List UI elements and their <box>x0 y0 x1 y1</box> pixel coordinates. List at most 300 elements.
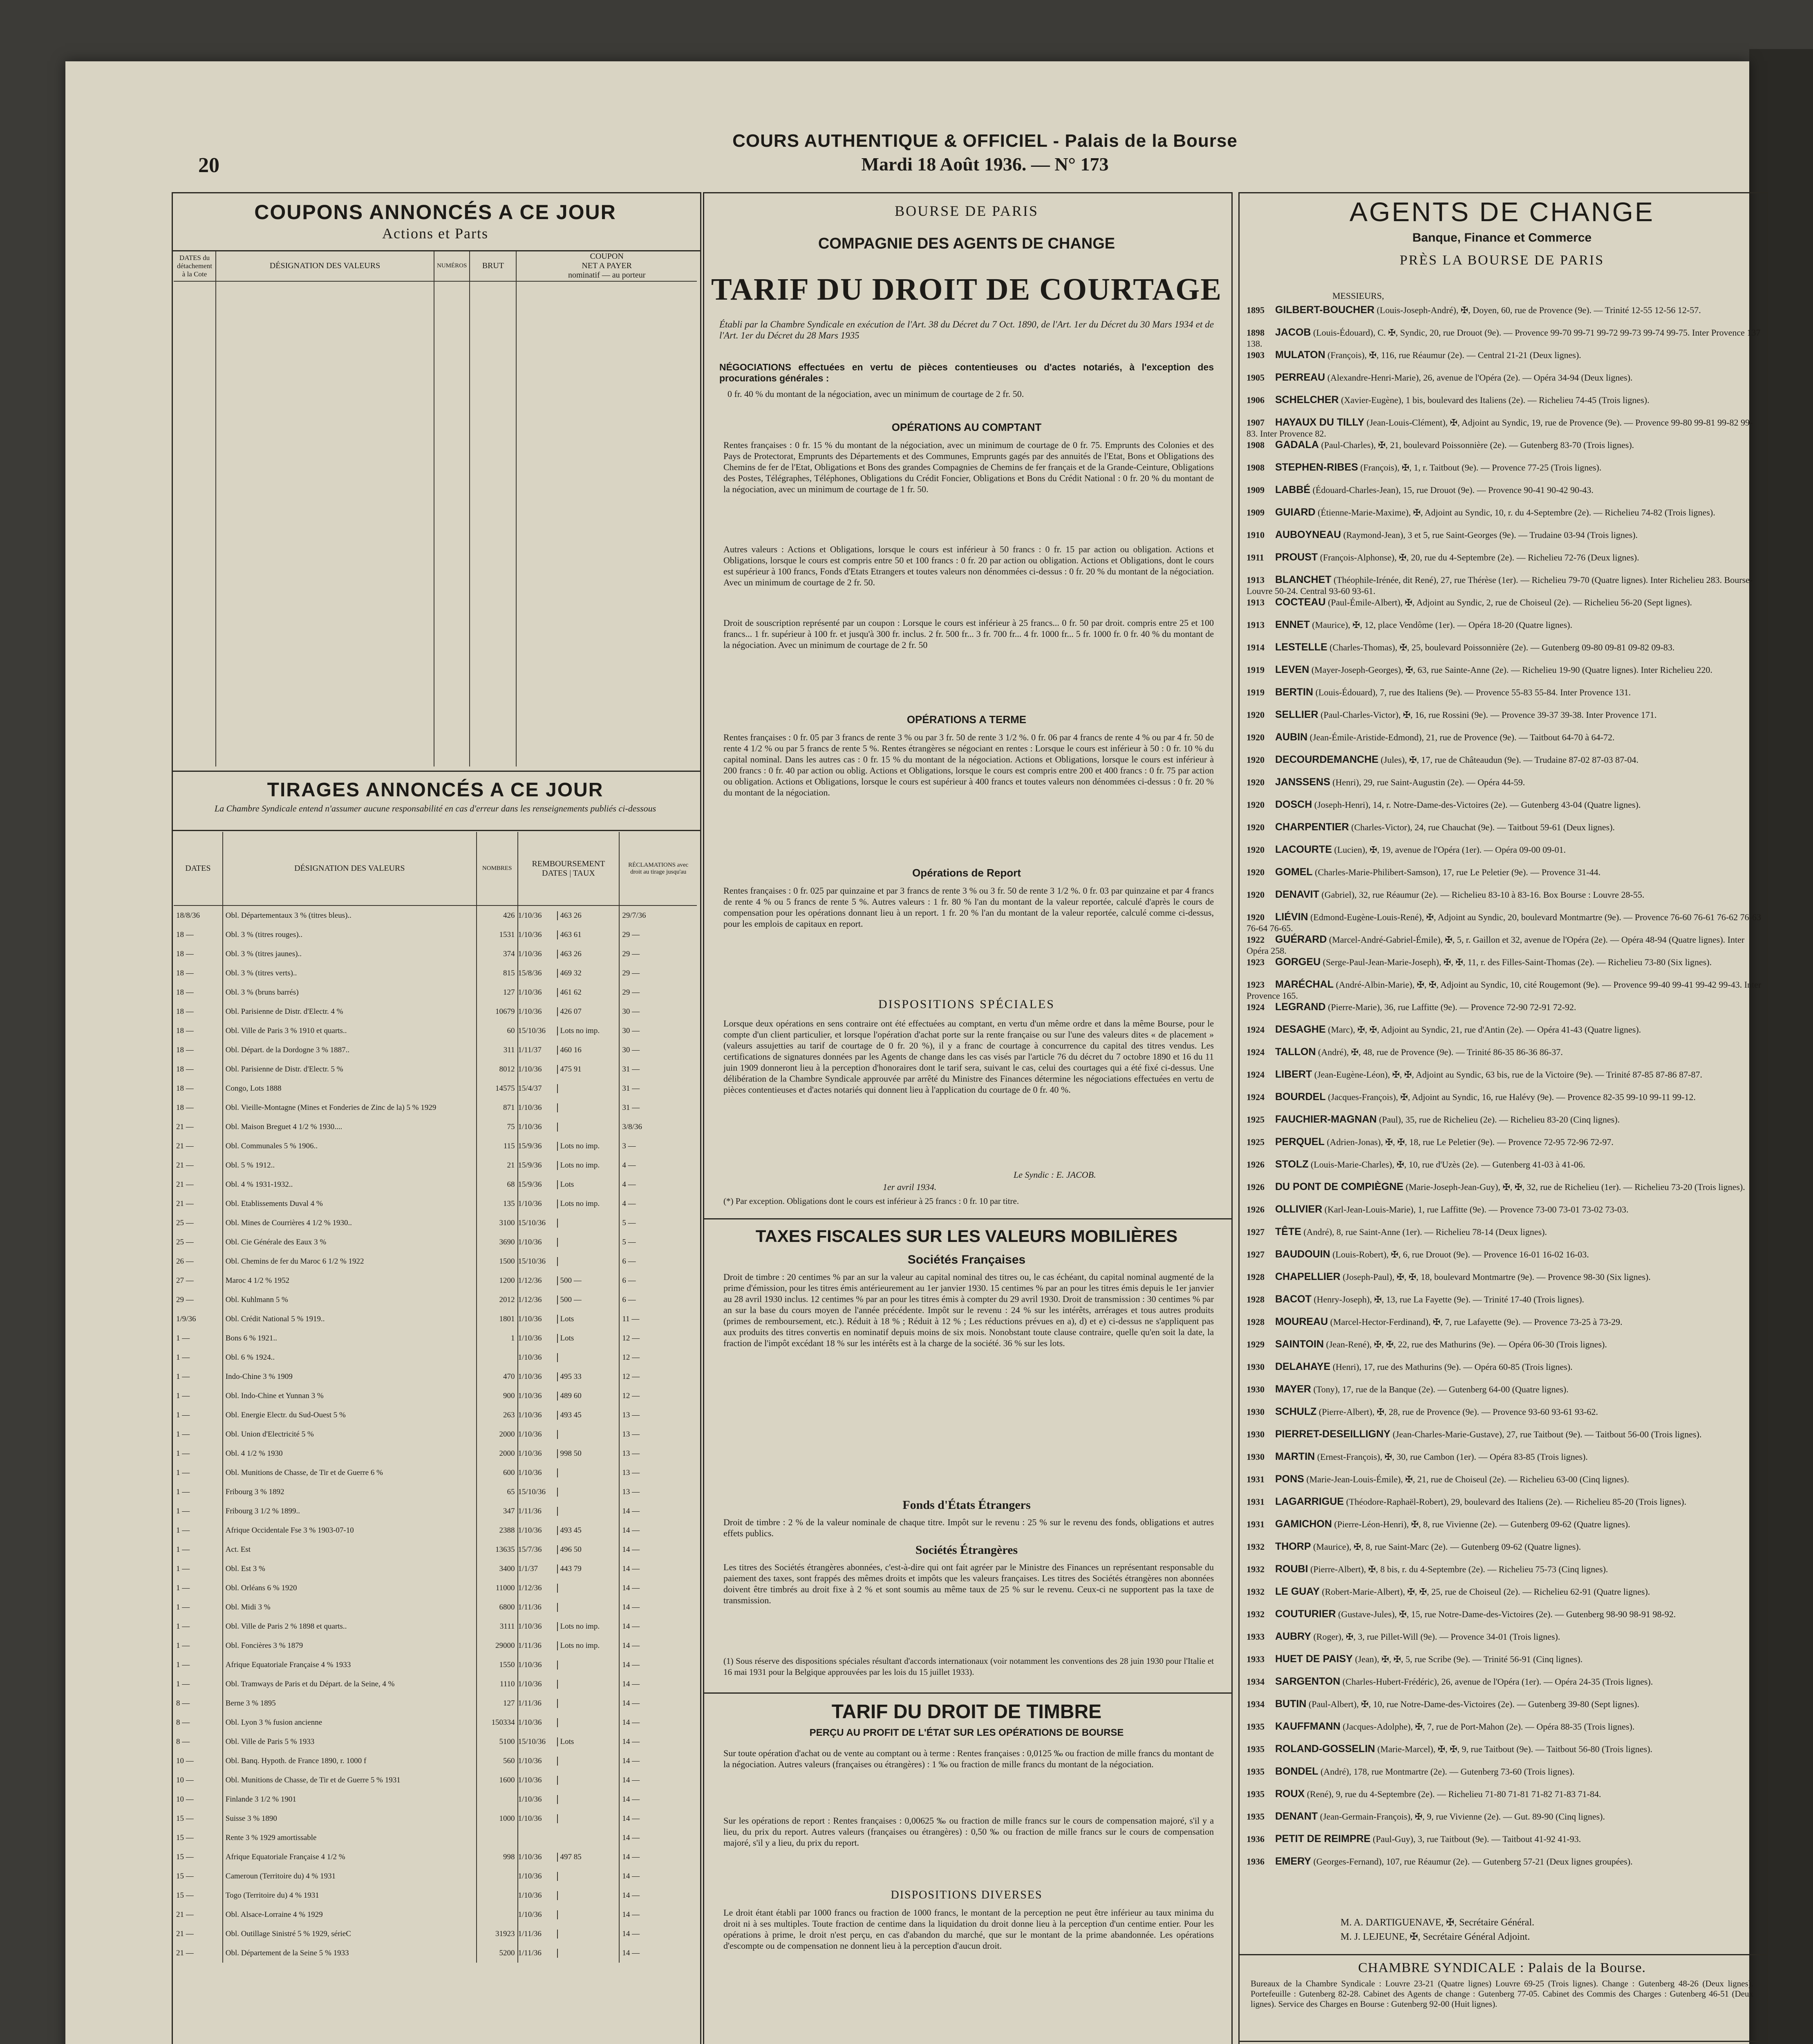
table-row <box>174 1156 697 1175</box>
agent-entry <box>1247 1361 1762 1372</box>
row-remboursement <box>518 1175 620 1194</box>
agent-details: (Maurice), ✠, 12, place Vendôme (1er). — Opéra 18-20 (Quatre lignes). <box>1309 620 1573 630</box>
row-reclamation: 14 — <box>619 1867 697 1886</box>
row-remb-date: 15/9/36 <box>518 1161 542 1170</box>
row-designation: Cameroun (Territoire du) 4 % 1931 <box>223 1867 477 1886</box>
row-remboursement <box>518 1655 620 1674</box>
agent-name: EMERY <box>1275 1856 1311 1867</box>
row-date: 1 — <box>176 1334 190 1342</box>
row-nombre: 1110 <box>477 1674 518 1694</box>
agent-entry <box>1247 1519 1762 1530</box>
row-date: 1 — <box>176 1506 190 1515</box>
row-designation: Obl. Chemins de fer du Maroc 6 1/2 % 1922 <box>223 1252 477 1271</box>
courtage-intro: Établi par la Chambre Syndicale en exécution de l'Art. 38 du Décret du 7 Oct. 1890, de l'Art. 1er du Décret du 30 Mars 1934 et de l'Art. 1er du Décret du 28 Mars 1935 <box>719 319 1214 341</box>
agent-name: MULATON <box>1275 349 1325 361</box>
divider <box>172 771 700 772</box>
row-taux <box>557 1430 560 1439</box>
timbre-dispo-heading: DISPOSITIONS DIVERSES <box>891 1889 1043 1901</box>
row-taux <box>557 1776 560 1785</box>
row-nombre: 815 <box>477 964 518 983</box>
agent-year: 1913 <box>1247 575 1265 585</box>
table-row <box>174 1367 697 1386</box>
row-designation: Obl. Ville de Paris 2 % 1898 et quarts.. <box>223 1617 477 1636</box>
agent-year: 1934 <box>1247 1676 1265 1687</box>
row-taux: 500 — <box>557 1295 582 1304</box>
row-date: 1 — <box>176 1583 190 1592</box>
row-nombre: 560 <box>477 1751 518 1771</box>
agent-entry <box>1247 417 1762 439</box>
agent-entry <box>1247 1744 1762 1755</box>
agent-details: (Jean-René), ✠, ✠, 22, rue des Mathurins (9e). — Opéra 06-30 (Trois lignes). <box>1324 1339 1607 1349</box>
row-designation: Fribourg 3 % 1892 <box>223 1482 477 1502</box>
row-nombre: 31923 <box>477 1924 518 1943</box>
taxes-etats-heading: Fonds d'États Étrangers <box>902 1498 1031 1512</box>
row-designation: Obl. Tramways de Paris et du Départ. de la Seine, 4 % <box>223 1674 477 1694</box>
row-remb-date: 1/10/36 <box>518 1314 542 1323</box>
row-reclamation: 3 — <box>619 1136 697 1156</box>
row-date: 21 — <box>176 1910 194 1919</box>
row-remb-date: 1/10/36 <box>518 1372 542 1381</box>
table-row <box>174 1329 697 1348</box>
agent-name: PONS <box>1275 1473 1304 1485</box>
agent-details: (Jacques-François), ✠, Adjoint au Syndic, 16, rue Halévy (9e). — Provence 82-35 99-10 99-11 99-12. <box>1325 1092 1696 1102</box>
agent-year: 1895 <box>1247 305 1265 315</box>
agent-name: SARGENTON <box>1275 1676 1341 1687</box>
row-date: 25 — <box>176 1237 194 1246</box>
agent-details: (Paul-Charles), ✠, 21, boulevard Poissonnière (2e). — Gutenberg 83-70 (Trois lignes). <box>1318 440 1634 450</box>
row-taux: 496 50 <box>557 1545 582 1554</box>
row-nombre: 3400 <box>477 1559 518 1578</box>
row-remb-date: 1/10/36 <box>518 1660 542 1669</box>
agent-entry <box>1247 709 1762 720</box>
agent-year: 1931 <box>1247 1519 1265 1529</box>
row-date: 18 — <box>176 1045 194 1054</box>
row-designation: Obl. Mines de Courrières 4 1/2 % 1930.. <box>223 1213 477 1233</box>
agent-entry <box>1247 1676 1762 1687</box>
row-taux: 463 26 <box>557 911 582 920</box>
table-row <box>174 1655 697 1674</box>
row-designation: Obl. Munitions de Chasse, de Tir et de Guerre 5 % 1931 <box>223 1771 477 1790</box>
row-designation: Obl. Parisienne de Distr. d'Electr. 5 % <box>223 1060 477 1079</box>
agent-entry <box>1247 844 1762 855</box>
row-remb-date: 1/10/36 <box>518 949 542 958</box>
row-designation: Maroc 4 1/2 % 1952 <box>223 1271 477 1290</box>
agent-year: 1930 <box>1247 1407 1265 1417</box>
row-date: 1 — <box>176 1487 190 1496</box>
agents-subtitle: Banque, Finance et Commerce <box>1412 231 1592 244</box>
tirages-col-reclamation: RÉCLAMATIONS avec droit au tirage jusqu'au <box>619 832 697 905</box>
agent-name: LIBERT <box>1275 1069 1312 1080</box>
row-remboursement <box>518 1136 620 1156</box>
row-taux: 497 85 <box>557 1853 582 1862</box>
row-reclamation: 6 — <box>619 1290 697 1309</box>
row-nombre <box>477 1828 518 1847</box>
agent-entry <box>1247 1833 1762 1845</box>
row-taux <box>557 1488 560 1497</box>
agent-name: AUBOYNEAU <box>1275 529 1341 540</box>
table-row <box>174 905 697 925</box>
row-designation: Obl. Départementaux 3 % (titres bleus).. <box>223 905 477 925</box>
table-row <box>174 1136 697 1156</box>
coupons-table <box>174 251 697 766</box>
agent-entry <box>1247 597 1762 608</box>
agent-name: HUET DE PAISY <box>1275 1653 1353 1665</box>
agent-details: (Marie-Jean-Louis-Émile), ✠, 21, rue de Choiseul (2e). — Richelieu 63-00 (Cinq lignes). <box>1304 1474 1629 1484</box>
row-taux: 489 60 <box>557 1392 582 1401</box>
agent-details: (François), ✠, 116, rue Réaumur (2e). — Central 21-21 (Deux lignes). <box>1325 350 1581 360</box>
taxes-etats-text: Droit de timbre : 2 % de la valeur nominale de chaque titre. Impôt sur le revenu : 25 % sur le revenu des fonds, obligations et autres effets publics. <box>723 1517 1214 1538</box>
agent-entry <box>1247 1586 1762 1597</box>
row-nombre: 150334 <box>477 1713 518 1732</box>
row-reclamation: 5 — <box>619 1233 697 1252</box>
agent-year: 1920 <box>1247 732 1265 742</box>
agent-entry <box>1247 687 1762 698</box>
courtage-signature: Le Syndic : E. JACOB. <box>1014 1170 1096 1180</box>
row-remb-date: 1/10/36 <box>518 1852 542 1861</box>
agent-details: (Étienne-Marie-Maxime), ✠, Adjoint au Syndic, 10, r. du 4-Septembre (2e). — Richelieu 74-82 (Trois lignes). <box>1315 507 1715 518</box>
agent-year: 1929 <box>1247 1339 1265 1349</box>
agent-details: (Alexandre-Henri-Marie), 26, avenue de l'Opéra (2e). — Opéra 34-94 (Deux lignes). <box>1325 372 1633 383</box>
agent-name: STOLZ <box>1275 1159 1309 1170</box>
coupons-col-net: NET A PAYER <box>582 261 632 271</box>
row-remboursement <box>518 964 620 983</box>
row-remb-date: 1/10/36 <box>518 1622 542 1631</box>
agent-year: 1908 <box>1247 440 1265 450</box>
row-reclamation: 30 — <box>619 1002 697 1021</box>
row-remboursement <box>518 1751 620 1771</box>
divider <box>1238 2041 1767 2042</box>
agent-name: ENNET <box>1275 619 1310 630</box>
agent-year: 1911 <box>1247 552 1264 563</box>
row-nombre: 5200 <box>477 1943 518 1963</box>
row-taux: 500 — <box>557 1276 582 1285</box>
row-designation: Obl. Lyon 3 % fusion ancienne <box>223 1713 477 1732</box>
agent-details: (André), ✠, 48, rue de Provence (9e). — Trinité 86-35 86-36 86-37. <box>1316 1047 1563 1057</box>
row-remb-date: 1/10/36 <box>518 1814 542 1823</box>
table-row <box>174 1559 697 1578</box>
agent-name: OLLIVIER <box>1275 1204 1323 1215</box>
row-nombre <box>477 1790 518 1809</box>
table-row <box>174 1002 697 1021</box>
row-nombre: 1200 <box>477 1271 518 1290</box>
divider <box>703 1218 1231 1219</box>
row-date: 1 — <box>176 1430 190 1439</box>
row-nombre: 3690 <box>477 1233 518 1252</box>
agent-name: CHARPENTIER <box>1275 821 1349 833</box>
agent-entry <box>1247 462 1762 473</box>
agent-name: GADALA <box>1275 439 1319 450</box>
row-remb-date: 1/10/36 <box>518 1007 542 1016</box>
row-remb-date: 1/11/36 <box>518 1948 542 1957</box>
row-remb-date: 15/10/36 <box>518 1487 546 1496</box>
agent-details: (Tony), 17, rue de la Banque (2e). — Gutenberg 64-00 (Quatre lignes). <box>1311 1384 1569 1394</box>
row-designation: Fribourg 3 1/2 % 1899.. <box>223 1502 477 1521</box>
row-designation: Obl. 3 % (titres jaunes).. <box>223 944 477 964</box>
row-nombre <box>477 1905 518 1924</box>
agent-year: 1935 <box>1247 1789 1265 1799</box>
row-reclamation: 14 — <box>619 1790 697 1809</box>
agent-details: (Charles-Victor), 24, rue Chauchat (9e). — Taitbout 59-61 (Deux lignes). <box>1349 822 1615 832</box>
agent-year: 1935 <box>1247 1744 1265 1754</box>
row-remb-date: 1/11/36 <box>518 1929 542 1938</box>
row-remb-date: 15/4/37 <box>518 1084 542 1093</box>
row-remb-date: 1/11/36 <box>518 1506 542 1515</box>
agent-entry <box>1247 619 1762 630</box>
row-designation: Obl. 3 % (bruns barrés) <box>223 983 477 1002</box>
tirages-note: La Chambre Syndicale entend n'assumer aucune responsabilité en cas d'erreur dans les renseignements publiés ci-dessous <box>214 803 656 814</box>
row-reclamation: 13 — <box>619 1463 697 1482</box>
row-date: 1 — <box>176 1468 190 1477</box>
agent-details: (Ernest-François), ✠, 30, rue Cambon (1er). — Opéra 83-85 (Trois lignes). <box>1315 1452 1588 1462</box>
agent-entry <box>1247 1721 1762 1732</box>
row-reclamation: 31 — <box>619 1098 697 1117</box>
row-reclamation: 29/7/36 <box>619 905 697 925</box>
row-reclamation: 14 — <box>619 1713 697 1732</box>
table-row <box>174 1079 697 1098</box>
agent-entry <box>1247 1271 1762 1282</box>
row-nombre: 65 <box>477 1482 518 1502</box>
row-designation: Obl. Ville de Paris 3 % 1910 et quarts.. <box>223 1021 477 1040</box>
row-remboursement <box>518 1559 620 1578</box>
row-reclamation: 31 — <box>619 1079 697 1098</box>
row-reclamation: 14 — <box>619 1578 697 1598</box>
agent-year: 1920 <box>1247 890 1265 900</box>
agent-name: GOMEL <box>1275 866 1313 878</box>
row-remb-date: 1/10/36 <box>518 1891 542 1900</box>
agent-name: SCHELCHER <box>1275 394 1339 406</box>
agent-details: (Pierre-Albert), ✠, 8 bis, r. du 4-Septembre (2e). — Richelieu 75-73 (Cinq lignes). <box>1308 1564 1608 1574</box>
agent-details: (Charles-Thomas), ✠, 25, boulevard Poissonnière (2e). — Gutenberg 09-80 09-81 09-82 09-83. <box>1327 642 1675 652</box>
row-remboursement <box>518 1233 620 1252</box>
row-reclamation: 4 — <box>619 1156 697 1175</box>
timbre-report-text: Sur les opérations de report : Rentes françaises : 0,00625 ‰ ou fraction de mille francs sur le cours de compensation majoré, s'il y a lieu, du prix du report. Autres valeurs (françaises ou étrangères) : 0,50 ‰ ou fraction de mille francs sur le cours de compensation majoré, s'il y a lieu, du prix du report. <box>723 1815 1214 1848</box>
row-remb-date: 1/10/36 <box>518 1871 542 1880</box>
agent-year: 1924 <box>1247 1092 1265 1102</box>
chambre-text: Bureaux de la Chambre Syndicale : Louvre 23-21 (Quatre lignes) Louvre 69-25 (Trois lignes). Change : Gutenberg 48-26 (Deux lignes). Portefeuille : Gutenberg 82-28. Cabinet des Agents de change : Gutenberg 77-05. Cabinet des Commis des Charges : Gutenberg 46-51 (Deux lignes). Service des Charges en Bourse : Gutenberg 92-00 (Huit lignes). <box>1251 1979 1753 2009</box>
coupons-title: COUPONS ANNONCÉS A CE JOUR <box>254 201 616 224</box>
agent-year: 1933 <box>1247 1632 1265 1642</box>
table-row <box>174 1828 697 1847</box>
row-date: 1 — <box>176 1372 190 1381</box>
row-nombre: 998 <box>477 1847 518 1867</box>
row-taux: Lots no imp. <box>557 1161 600 1170</box>
row-designation: Obl. Foncières 3 % 1879 <box>223 1636 477 1655</box>
row-taux <box>557 1353 560 1362</box>
row-designation: Obl. Alsace-Lorraine 4 % 1929 <box>223 1905 477 1924</box>
table-row <box>174 1905 697 1924</box>
row-remboursement <box>518 1482 620 1502</box>
agent-details: (Serge-Paul-Jean-Marie-Joseph), ✠, ✠, 11, r. des Filles-Saint-Thomas (2e). — Richelieu 73-80 (Six lignes). <box>1321 957 1712 967</box>
taxes-francaises-text: Droit de timbre : 20 centimes % par an sur la valeur au capital nominal des titres ou, le cas échéant, du capital nominal augmenté de la prime d'émission, pour les titres émis antérieurement au 1er janvier 1930. 15 centimes % par an pour les titres émis depuis le 1er janvier au 28 avril 1930 inclus. 12 centimes % par an pour les titres émis à compter du 29 avril 1930. Droit de transmission : 30 centimes % par an sur la base du cours moyen de l'année précédente. Impôt sur le revenu : 24 % sur les intérêts, arrérages et tous autres produits (primes de remboursement, etc.). Réduit à 18 % ; Réduit à 12 % ; Les réductions prévues en a), d) et e) ci-dessus ne s'appliquent pas aux produits des titres convertis en nominatif depuis moins de six mois. Nonobstant toute clause contraire, quelle qu'en soit la date, la fraction de l'impôt excédant 18 % sur les intérêts est à la charge de la société. 36 % sur les lots. <box>723 1272 1214 1348</box>
coupons-col-designation: DÉSIGNATION DES VALEURS <box>216 251 434 281</box>
row-date: 1 — <box>176 1602 190 1611</box>
taxes-title: TAXES FISCALES SUR LES VALEURS MOBILIÈRES <box>755 1226 1178 1246</box>
row-designation: Suisse 3 % 1890 <box>223 1809 477 1828</box>
agent-name: LAGARRIGUE <box>1275 1496 1344 1507</box>
row-date: 18 — <box>176 1103 194 1112</box>
agent-year: 1914 <box>1247 642 1265 652</box>
row-remb-date: 1/10/36 <box>518 1775 542 1784</box>
row-date: 10 — <box>176 1775 194 1784</box>
agent-entry <box>1247 1496 1762 1507</box>
row-remb-date: 15/10/36 <box>518 1257 546 1266</box>
agent-entry <box>1247 1699 1762 1710</box>
row-remb-date: 1/12/36 <box>518 1276 542 1285</box>
tirages-col-nombres: NOMBRES <box>477 832 518 905</box>
row-remb-date: 1/10/36 <box>518 1103 542 1112</box>
agent-name: PROUST <box>1275 551 1318 563</box>
row-date: 26 — <box>176 1257 194 1266</box>
agent-name: BUTIN <box>1275 1698 1307 1710</box>
agent-entry <box>1247 439 1762 450</box>
row-taux: 426 07 <box>557 1007 582 1016</box>
row-date: 1 — <box>176 1545 190 1554</box>
agent-name: BAUDOUIN <box>1275 1248 1330 1260</box>
row-reclamation: 14 — <box>619 1617 697 1636</box>
row-remb-date: 1/1/37 <box>518 1564 538 1573</box>
row-taux: 463 61 <box>557 930 582 939</box>
row-nombre: 75 <box>477 1117 518 1136</box>
row-reclamation: 12 — <box>619 1367 697 1386</box>
agent-details: (Roger), ✠, 3, rue Pillet-Will (9e). — Provence 34-01 (Trois lignes). <box>1311 1632 1560 1642</box>
row-reclamation: 13 — <box>619 1444 697 1463</box>
agent-details: (Joseph-Henri), 14, r. Notre-Dame-des-Victoires (2e). — Gutenberg 43-04 (Quatre lignes). <box>1312 800 1641 810</box>
agent-entry <box>1247 350 1762 361</box>
agent-name: KAUFFMANN <box>1275 1721 1341 1732</box>
row-taux: Lots <box>557 1315 574 1324</box>
row-nombre: 10679 <box>477 1002 518 1021</box>
row-reclamation: 29 — <box>619 925 697 944</box>
row-designation: Bons 6 % 1921.. <box>223 1329 477 1348</box>
agent-entry <box>1247 1024 1762 1035</box>
row-remb-date: 1/10/36 <box>518 1065 542 1074</box>
row-remb-date: 15/8/36 <box>518 968 542 977</box>
row-nombre: 13635 <box>477 1540 518 1559</box>
row-taux <box>557 1584 560 1593</box>
agent-entry <box>1247 1294 1762 1305</box>
row-taux: 443 79 <box>557 1564 582 1573</box>
agent-name: HAYAUX DU TILLY <box>1275 417 1365 428</box>
row-remb-date: 1/10/36 <box>518 1679 542 1688</box>
courtage-terme-text: Rentes françaises : 0 fr. 05 par 3 francs de rente 3 % ou par 3 fr. 50 de rente 3 1/2 %. 0 fr. 06 par 4 francs de rente 4 % ou par 4 fr. 50 de rente 4 1/2 % ou par 5 francs de rente 5 %. Rentes étrangères se négociant en rentes : Lorsque le cours est inférieur à 50 : 0 fr. 10 % du capital nominal. Dans les autres cas : 0 fr. 15 % du montant de la négociation. Actions et Obligations, lorsque le cours est inférieur à 200 francs : 0 fr. 40 par action ou oblig. Actions et Obligations, lorsque le cours est compris entre 200 et 400 francs : 0 fr. 75 par action ou obligation. Actions et Obligations, lorsque le cours est supérieur à 400 francs et toutes valeurs non dénommées ci-dessus : 0 fr. 20 % du montant de la négociation. <box>723 732 1214 798</box>
row-designation: Berne 3 % 1895 <box>223 1694 477 1713</box>
table-row <box>174 1847 697 1867</box>
row-taux: 460 16 <box>557 1046 582 1055</box>
row-nombre: 470 <box>477 1367 518 1386</box>
agent-details: (Henri), 17, rue des Mathurins (9e). — Opéra 60-85 (Trois lignes). <box>1330 1362 1573 1372</box>
row-reclamation: 12 — <box>619 1348 697 1367</box>
row-taux <box>557 1891 560 1900</box>
row-date: 8 — <box>176 1737 190 1746</box>
agent-year: 1926 <box>1247 1159 1265 1170</box>
agent-year: 1910 <box>1247 530 1265 540</box>
agent-entry <box>1247 754 1762 765</box>
agent-details: (Georges-Fernand), 107, rue Réaumur (2e). — Gutenberg 57-21 (Deux lignes groupées). <box>1311 1856 1633 1867</box>
row-remboursement <box>518 1521 620 1540</box>
row-taux <box>557 1603 560 1612</box>
row-nombre: 60 <box>477 1021 518 1040</box>
agent-year: 1936 <box>1247 1856 1265 1867</box>
row-reclamation: 14 — <box>619 1771 697 1790</box>
row-remb-date: 1/10/36 <box>518 1795 542 1804</box>
agent-name: MARTIN <box>1275 1451 1315 1462</box>
row-remb-date: 1/11/36 <box>518 1699 542 1708</box>
agent-entry <box>1247 1609 1762 1620</box>
agent-entry <box>1247 484 1762 495</box>
row-designation: Obl. Union d'Electricité 5 % <box>223 1425 477 1444</box>
row-remboursement <box>518 1924 620 1943</box>
agent-year: 1920 <box>1247 710 1265 720</box>
row-nombre <box>477 1867 518 1886</box>
agent-year: 1923 <box>1247 979 1265 990</box>
agent-details: (Gabriel), 32, rue Réaumur (2e). — Richelieu 83-10 à 83-16. Box Bourse : Louvre 28-55. <box>1319 890 1645 900</box>
row-reclamation: 14 — <box>619 1559 697 1578</box>
table-row <box>174 925 697 944</box>
agent-details: (Marcel-André-Gabriel-Émile), ✠, 5, r. Gaillon et 32, avenue de l'Opéra (2e). — Opéra 48-94 (Quatre lignes). Inter Opéra 258. <box>1247 935 1745 956</box>
table-row <box>174 1578 697 1598</box>
tirages-col-remboursement: REMBOURSEMENT DATES | TAUX <box>518 832 620 905</box>
row-reclamation: 14 — <box>619 1905 697 1924</box>
row-remb-date: 1/10/36 <box>518 1910 542 1919</box>
row-taux <box>557 1103 560 1112</box>
row-date: 18 — <box>176 988 194 997</box>
row-nombre: 29000 <box>477 1636 518 1655</box>
row-designation: Obl. Etablissements Duval 4 % <box>223 1194 477 1213</box>
coupons-col-coupon-label: COUPON <box>590 252 624 261</box>
row-taux: 495 33 <box>557 1372 582 1381</box>
row-remb-date: 1/10/36 <box>518 1718 542 1727</box>
row-remboursement <box>518 1694 620 1713</box>
row-nombre: 1550 <box>477 1655 518 1674</box>
agent-name: DOSCH <box>1275 799 1312 810</box>
agent-year: 1920 <box>1247 800 1265 810</box>
table-row <box>174 1713 697 1732</box>
agent-entry <box>1247 1339 1762 1350</box>
table-row <box>174 1732 697 1751</box>
agent-name: AUBIN <box>1275 731 1308 743</box>
row-remboursement <box>518 1847 620 1867</box>
row-designation: Obl. Ville de Paris 5 % 1933 <box>223 1732 477 1751</box>
agent-entry <box>1247 1047 1762 1058</box>
row-taux <box>557 1949 560 1958</box>
row-reclamation: 29 — <box>619 944 697 964</box>
agent-name: SELLIER <box>1275 709 1318 720</box>
row-remboursement <box>518 925 620 944</box>
row-designation: Obl. 4 % 1931-1932.. <box>223 1175 477 1194</box>
row-nombre: 3100 <box>477 1213 518 1233</box>
row-date: 15 — <box>176 1833 194 1842</box>
agent-year: 1906 <box>1247 395 1265 405</box>
agent-entry <box>1247 1631 1762 1642</box>
agent-year: 1925 <box>1247 1114 1265 1125</box>
table-row <box>174 1886 697 1905</box>
agent-entry <box>1247 394 1762 406</box>
agent-name: AUBRY <box>1275 1631 1311 1642</box>
agent-name: STEPHEN-RIBES <box>1275 462 1358 473</box>
row-nombre: 21 <box>477 1156 518 1175</box>
row-remb-date: 1/11/37 <box>518 1045 542 1054</box>
agent-details: (Pierre-Marie), 36, rue Laffitte (9e). — Provence 72-90 72-91 72-92. <box>1325 1002 1576 1012</box>
row-reclamation: 14 — <box>619 1521 697 1540</box>
row-reclamation: 13 — <box>619 1405 697 1425</box>
agent-year: 1905 <box>1247 372 1265 383</box>
row-taux: Lots <box>557 1737 574 1746</box>
agent-year: 1930 <box>1247 1384 1265 1394</box>
row-date: 1 — <box>176 1526 190 1535</box>
row-designation: Act. Est <box>223 1540 477 1559</box>
agent-details: (Paul-Guy), 3, rue Taitbout (9e). — Taitbout 41-92 41-93. <box>1370 1834 1581 1844</box>
row-date: 15 — <box>176 1891 194 1900</box>
